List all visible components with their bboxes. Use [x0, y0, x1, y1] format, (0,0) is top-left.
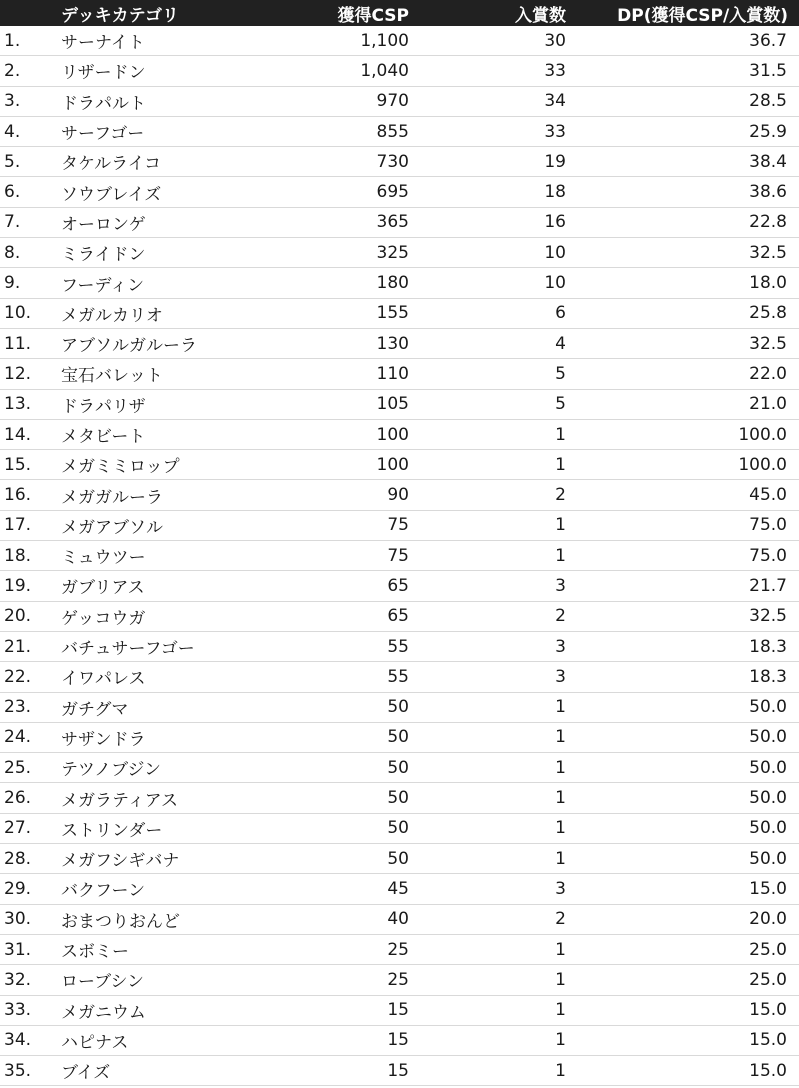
table-row	[0, 87, 799, 117]
dp-cell: 75.0	[749, 515, 787, 536]
csp-cell: 75	[387, 545, 409, 566]
table-row	[0, 56, 799, 86]
csp-cell: 365	[376, 212, 409, 233]
count-cell: 3	[555, 636, 566, 657]
category-cell: ゲッコウガ	[61, 608, 146, 629]
csp-cell: 695	[376, 182, 409, 203]
csp-cell: 65	[387, 606, 409, 627]
rank-cell: 22.	[4, 666, 32, 687]
count-cell: 10	[544, 273, 566, 294]
table-row	[0, 268, 799, 298]
table-header	[0, 0, 799, 26]
count-cell: 1	[555, 1000, 566, 1021]
category-cell: メガフシギバナ	[61, 851, 180, 872]
category-cell: ソウブレイズ	[61, 184, 162, 205]
category-cell: タケルライコ	[61, 154, 161, 175]
count-cell: 33	[544, 60, 566, 81]
csp-cell: 90	[387, 485, 409, 506]
rank-cell: 30.	[4, 909, 32, 930]
dp-cell: 18.3	[749, 666, 787, 687]
rank-cell: 23.	[4, 697, 32, 718]
rank-cell: 19.	[4, 575, 32, 596]
csp-cell: 105	[376, 394, 409, 415]
rank-cell: 11.	[4, 333, 32, 354]
dp-cell: 15.0	[749, 1030, 787, 1051]
table-row	[0, 844, 799, 874]
header-dp: DP(獲得CSP/入賞数)	[617, 5, 788, 26]
rank-cell: 5.	[4, 151, 21, 172]
category-cell: テツノブジン	[61, 760, 162, 781]
table-row	[0, 996, 799, 1026]
rank-cell: 24.	[4, 727, 32, 748]
table-row	[0, 753, 799, 783]
count-cell: 1	[555, 1030, 566, 1051]
count-cell: 2	[555, 909, 566, 930]
category-cell: リザードン	[61, 63, 146, 84]
dp-cell: 50.0	[749, 697, 787, 718]
rank-cell: 6.	[4, 182, 21, 203]
count-cell: 3	[555, 575, 566, 596]
rank-cell: 16.	[4, 485, 32, 506]
table-row	[0, 147, 799, 177]
count-cell: 1	[555, 454, 566, 475]
dp-cell: 21.0	[749, 394, 787, 415]
table-row	[0, 238, 799, 268]
count-cell: 4	[555, 333, 566, 354]
count-cell: 1	[555, 424, 566, 445]
category-cell: メガアブソル	[61, 517, 163, 538]
csp-cell: 155	[376, 303, 409, 324]
count-cell: 1	[555, 757, 566, 778]
csp-cell: 1,100	[360, 30, 409, 51]
csp-cell: 970	[376, 91, 409, 112]
count-cell: 34	[544, 91, 566, 112]
count-cell: 10	[544, 242, 566, 263]
count-cell: 6	[555, 303, 566, 324]
dp-cell: 38.6	[749, 182, 787, 203]
count-cell: 1	[555, 1060, 566, 1081]
category-cell: ガチグマ	[61, 699, 129, 720]
count-cell: 1	[555, 788, 566, 809]
category-cell: ミュウツー	[61, 548, 146, 569]
dp-cell: 100.0	[738, 424, 787, 445]
category-cell: ガブリアス	[61, 578, 145, 599]
csp-cell: 25	[387, 939, 409, 960]
table-row	[0, 965, 799, 995]
rank-cell: 10.	[4, 303, 32, 324]
dp-cell: 28.5	[749, 91, 787, 112]
rank-cell: 29.	[4, 878, 32, 899]
count-cell: 1	[555, 697, 566, 718]
category-cell: ハピナス	[61, 1032, 129, 1053]
header-csp: 獲得CSP	[337, 5, 409, 26]
dp-cell: 22.0	[749, 363, 787, 384]
rank-cell: 2.	[4, 60, 21, 81]
table-row	[0, 723, 799, 753]
csp-cell: 50	[387, 757, 409, 778]
rank-cell: 27.	[4, 818, 32, 839]
count-cell: 1	[555, 818, 566, 839]
table-row	[0, 329, 799, 359]
dp-cell: 100.0	[738, 454, 787, 475]
rank-cell: 35.	[4, 1060, 32, 1081]
category-cell: サーナイト	[61, 33, 145, 54]
rank-cell: 12.	[4, 363, 32, 384]
csp-cell: 100	[376, 424, 409, 445]
dp-cell: 25.9	[749, 121, 787, 142]
category-cell: ローブシン	[61, 972, 145, 993]
count-cell: 30	[544, 30, 566, 51]
rank-cell: 21.	[4, 636, 32, 657]
table-row	[0, 208, 799, 238]
rank-cell: 14.	[4, 424, 32, 445]
category-cell: アブソルガルーラ	[61, 336, 197, 357]
dp-cell: 25.0	[749, 969, 787, 990]
dp-cell: 15.0	[749, 1060, 787, 1081]
rank-cell: 31.	[4, 939, 32, 960]
category-cell: ストリンダー	[61, 820, 163, 841]
dp-cell: 50.0	[749, 818, 787, 839]
table-row	[0, 571, 799, 601]
dp-cell: 50.0	[749, 727, 787, 748]
dp-cell: 15.0	[749, 1000, 787, 1021]
category-cell: 宝石バレット	[61, 366, 163, 387]
table-row	[0, 662, 799, 692]
table-row	[0, 299, 799, 329]
dp-cell: 45.0	[749, 485, 787, 506]
category-cell: スボミー	[61, 942, 129, 963]
count-cell: 33	[544, 121, 566, 142]
csp-cell: 15	[387, 1000, 409, 1021]
table-row	[0, 480, 799, 510]
csp-cell: 50	[387, 788, 409, 809]
table-row	[0, 541, 799, 571]
csp-cell: 75	[387, 515, 409, 536]
csp-cell: 50	[387, 848, 409, 869]
dp-cell: 15.0	[749, 878, 787, 899]
csp-cell: 50	[387, 697, 409, 718]
csp-cell: 110	[376, 363, 409, 384]
count-cell: 1	[555, 515, 566, 536]
dp-cell: 38.4	[749, 151, 787, 172]
dp-cell: 18.3	[749, 636, 787, 657]
dp-cell: 36.7	[749, 30, 787, 51]
dp-cell: 18.0	[749, 273, 787, 294]
rank-cell: 20.	[4, 606, 32, 627]
count-cell: 5	[555, 394, 566, 415]
rank-cell: 1.	[4, 30, 21, 51]
category-cell: ミライドン	[61, 245, 146, 266]
rank-cell: 33.	[4, 1000, 32, 1021]
csp-cell: 180	[376, 273, 409, 294]
table-row	[0, 26, 799, 56]
count-cell: 18	[544, 182, 566, 203]
header-count: 入賞数	[515, 5, 566, 26]
category-cell: バクフーン	[61, 881, 146, 902]
category-cell: メガルカリオ	[61, 305, 163, 326]
category-cell: ドラパリザ	[61, 396, 146, 417]
count-cell: 1	[555, 969, 566, 990]
header-category: デッキカテゴリ	[61, 5, 179, 26]
csp-cell: 45	[387, 878, 409, 899]
dp-cell: 50.0	[749, 757, 787, 778]
category-cell: ドラパルト	[61, 93, 146, 114]
rank-cell: 32.	[4, 969, 32, 990]
rank-cell: 3.	[4, 91, 21, 112]
csp-cell: 855	[376, 121, 409, 142]
csp-cell: 15	[387, 1030, 409, 1051]
rank-cell: 15.	[4, 454, 32, 475]
category-cell: オーロンゲ	[61, 214, 146, 235]
table-row	[0, 359, 799, 389]
rank-cell: 4.	[4, 121, 21, 142]
table-body	[0, 26, 799, 1086]
csp-cell: 15	[387, 1060, 409, 1081]
count-cell: 19	[544, 151, 566, 172]
category-cell: メガガルーラ	[61, 487, 163, 508]
table-row	[0, 177, 799, 207]
rank-cell: 28.	[4, 848, 32, 869]
count-cell: 5	[555, 363, 566, 384]
table-row	[0, 117, 799, 147]
dp-cell: 20.0	[749, 909, 787, 930]
category-cell: メガラティアス	[61, 790, 178, 811]
table-row	[0, 511, 799, 541]
category-cell: イワパレス	[61, 669, 146, 690]
table-row	[0, 420, 799, 450]
table-row	[0, 632, 799, 662]
table-row	[0, 693, 799, 723]
count-cell: 2	[555, 606, 566, 627]
dp-cell: 25.0	[749, 939, 787, 960]
dp-cell: 32.5	[749, 242, 787, 263]
count-cell: 3	[555, 666, 566, 687]
table-row	[0, 905, 799, 935]
rank-cell: 13.	[4, 394, 32, 415]
count-cell: 1	[555, 545, 566, 566]
category-cell: サザンドラ	[61, 729, 146, 750]
category-cell: バチュサーフゴー	[61, 639, 195, 660]
csp-cell: 65	[387, 575, 409, 596]
category-cell: メガニウム	[61, 1002, 146, 1023]
csp-cell: 25	[387, 969, 409, 990]
rank-cell: 9.	[4, 273, 21, 294]
category-cell: メガミミロップ	[61, 457, 180, 478]
csp-cell: 325	[376, 242, 409, 263]
table-row	[0, 935, 799, 965]
category-cell: おまつりおんど	[61, 911, 180, 932]
csp-cell: 50	[387, 818, 409, 839]
table-row	[0, 450, 799, 480]
count-cell: 3	[555, 878, 566, 899]
csp-cell: 55	[387, 666, 409, 687]
table-row	[0, 1026, 799, 1056]
table-row	[0, 602, 799, 632]
table-row	[0, 814, 799, 844]
rank-cell: 17.	[4, 515, 32, 536]
rank-cell: 7.	[4, 212, 21, 233]
count-cell: 1	[555, 727, 566, 748]
csp-cell: 100	[376, 454, 409, 475]
csp-cell: 40	[387, 909, 409, 930]
dp-cell: 25.8	[749, 303, 787, 324]
dp-cell: 22.8	[749, 212, 787, 233]
rank-cell: 18.	[4, 545, 32, 566]
dp-cell: 32.5	[749, 606, 787, 627]
csp-cell: 1,040	[360, 60, 409, 81]
csp-cell: 130	[376, 333, 409, 354]
dp-cell: 50.0	[749, 788, 787, 809]
rank-cell: 25.	[4, 757, 32, 778]
category-cell: フーディン	[61, 275, 145, 296]
count-cell: 1	[555, 848, 566, 869]
csp-cell: 55	[387, 636, 409, 657]
category-cell: ブイズ	[61, 1063, 111, 1084]
table-row	[0, 874, 799, 904]
rank-cell: 8.	[4, 242, 21, 263]
category-cell: サーフゴー	[61, 124, 145, 145]
table-row	[0, 1056, 799, 1086]
table-row	[0, 783, 799, 813]
dp-cell: 31.5	[749, 60, 787, 81]
dp-cell: 75.0	[749, 545, 787, 566]
table-row	[0, 390, 799, 420]
count-cell: 1	[555, 939, 566, 960]
dp-cell: 32.5	[749, 333, 787, 354]
rank-cell: 34.	[4, 1030, 32, 1051]
dp-cell: 50.0	[749, 848, 787, 869]
csp-cell: 50	[387, 727, 409, 748]
category-cell: メタビート	[61, 427, 146, 447]
count-cell: 2	[555, 485, 566, 506]
dp-cell: 21.7	[749, 575, 787, 596]
csp-cell: 730	[376, 151, 409, 172]
count-cell: 16	[544, 212, 566, 233]
rank-cell: 26.	[4, 788, 32, 809]
